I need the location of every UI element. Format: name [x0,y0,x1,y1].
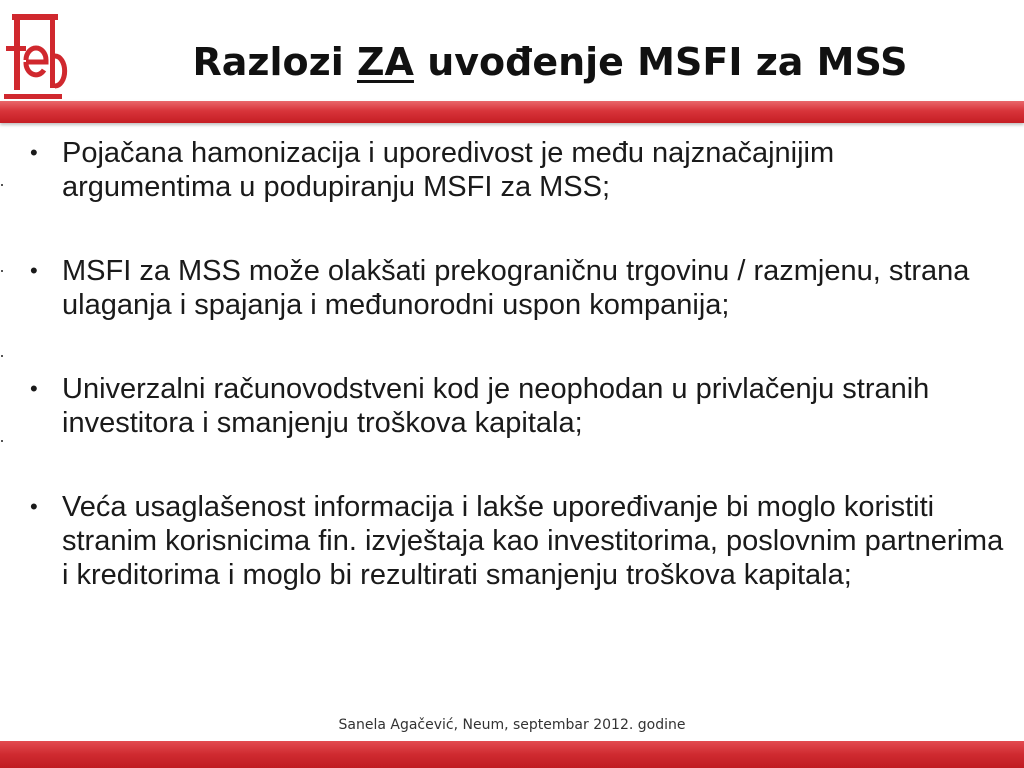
bullet-text: Univerzalni računovodstveni kod je neophodan u privlačenju stranih investitora i smanjenju troškova kapitala; [62,373,930,439]
title-prefix: Razlozi [192,40,357,84]
margin-tick [1,355,3,357]
bullet-dot-icon: • [30,494,38,519]
bullet-item [28,372,1008,440]
bullet-list [28,136,1008,642]
slide-title [100,40,1000,84]
bullet-dot-icon: • [30,140,38,165]
bullet-item [28,490,1008,592]
bullet-text: Pojačana hamonizacija i uporedivost je među najznačajnijim argumentima u podupiranju MSFI za MSS; [62,137,835,203]
title-underlined-word: ZA [357,40,414,84]
bullet-item [28,254,1008,322]
margin-tick [1,184,3,186]
feb-logo-icon [0,8,70,104]
margin-tick [1,440,3,442]
margin-tick [1,270,3,272]
bullet-item [28,136,1008,204]
footer-author: Sanela Agačević, Neum, septembar 2012. godine [338,717,686,733]
bullet-text: MSFI za MSS može olakšati prekograničnu trgovinu / razmjenu, strana ulaganja i spajanja i međunorodni uspon kompanija; [62,255,970,321]
left-margin-marks [0,130,4,710]
bullet-dot-icon: • [30,258,38,283]
footer-bar [0,741,1024,768]
title-divider-bar [0,101,1024,123]
bullet-dot-icon: • [30,376,38,401]
title-suffix: uvođenje MSFI za MSS [413,40,908,84]
bullet-text: Veća usaglašenost informacija i lakše upoređivanje bi moglo koristiti stranim korisnicima fin. izvještaja kao investitorima, poslovnim partnerima i kreditorima i moglo bi rezultirati smanjenju troškova kapitala; [62,491,1004,591]
